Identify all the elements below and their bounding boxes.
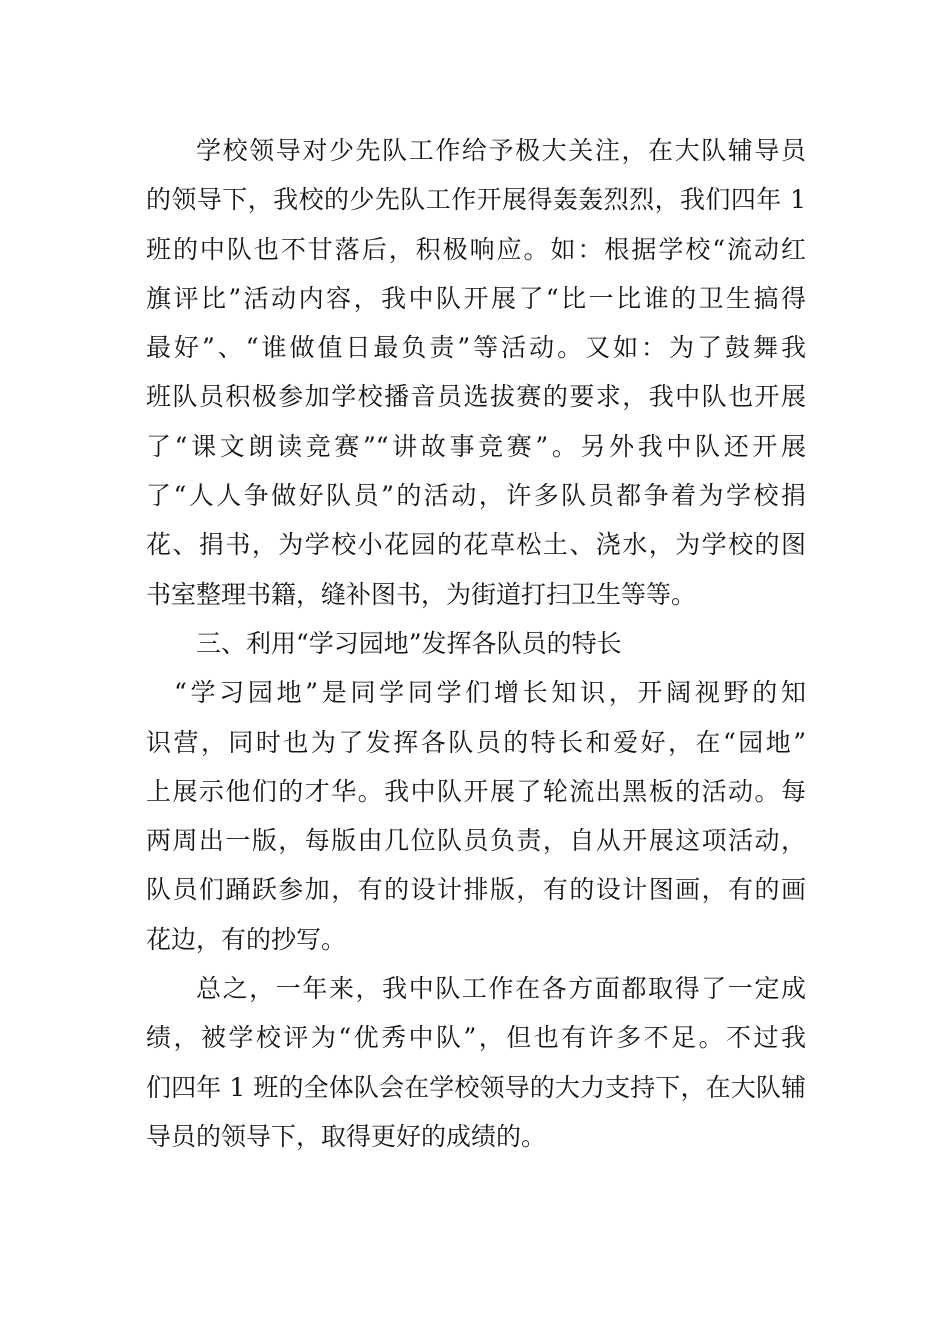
body-text [146,126,806,1161]
paragraph-1-line-1: 学校领导对少先队工作给予极大关注，在大队辅导员 [196,136,806,165]
paragraph-2-line-1: “学习园地”是同学同学们增长知识，开阔视野的知 [174,678,806,708]
paragraph-2-line-2: 识营，同时也为了发挥各队员的特长和爱好，在“园地” [146,727,806,757]
paragraph-3-line-4: 导员的领导下，取得更好的成绩的。 [146,1121,547,1151]
paragraph-1-line-2: 的领导下，我校的少先队工作开展得轰轰烈烈，我们四年 1 [146,185,806,215]
paragraph-1-line-9: 花、捐书，为学校小花园的花草松土、浇水，为学校的图 [146,530,806,560]
paragraph-1-line-7: 了“课文朗读竞赛”“讲故事竞赛”。另外我中队还开展 [146,431,806,461]
paragraph-3-line-2: 绩，被学校评为“优秀中队”，但也有许多不足。不过我 [146,1023,806,1053]
paragraph-2-line-4: 两周出一版，每版由几位队员负责，自从开展这项活动， [146,826,806,856]
paragraph-3-line-3: 们四年 1 班的全体队会在学校领导的大力支持下，在大队辅 [146,1072,806,1102]
paragraph-2-line-5: 队员们踊跃参加，有的设计排版，有的设计图画，有的画 [146,875,806,905]
paragraph-1-line-6: 班队员积极参加学校播音员选拔赛的要求，我中队也开展 [146,382,806,412]
section-heading-3: 三、利用“学习园地”发挥各队员的特长 [196,628,622,658]
paragraph-1-line-4: 旗评比”活动内容，我中队开展了“比一比谁的卫生搞得 [146,283,806,313]
paragraph-1-line-5: 最好”、“谁做值日最负责”等活动。又如：为了鼓舞我 [146,333,806,363]
paragraph-2-line-6: 花边，有的抄写。 [146,924,347,954]
paragraph-1-line-8: 了“人人争做好队员”的活动，许多队员都争着为学校捐 [146,481,806,511]
paragraph-1-line-10: 书室整理书籍，缝补图书，为街道打扫卫生等等。 [146,579,697,609]
paragraph-2-line-3: 上展示他们的才华。我中队开展了轮流出黑板的活动。每 [146,776,806,806]
paragraph-1-line-3: 班的中队也不甘落后，积极响应。如：根据学校“流动红 [146,234,806,264]
paragraph-3-line-1: 总之，一年来，我中队工作在各方面都取得了一定成 [196,974,806,1004]
